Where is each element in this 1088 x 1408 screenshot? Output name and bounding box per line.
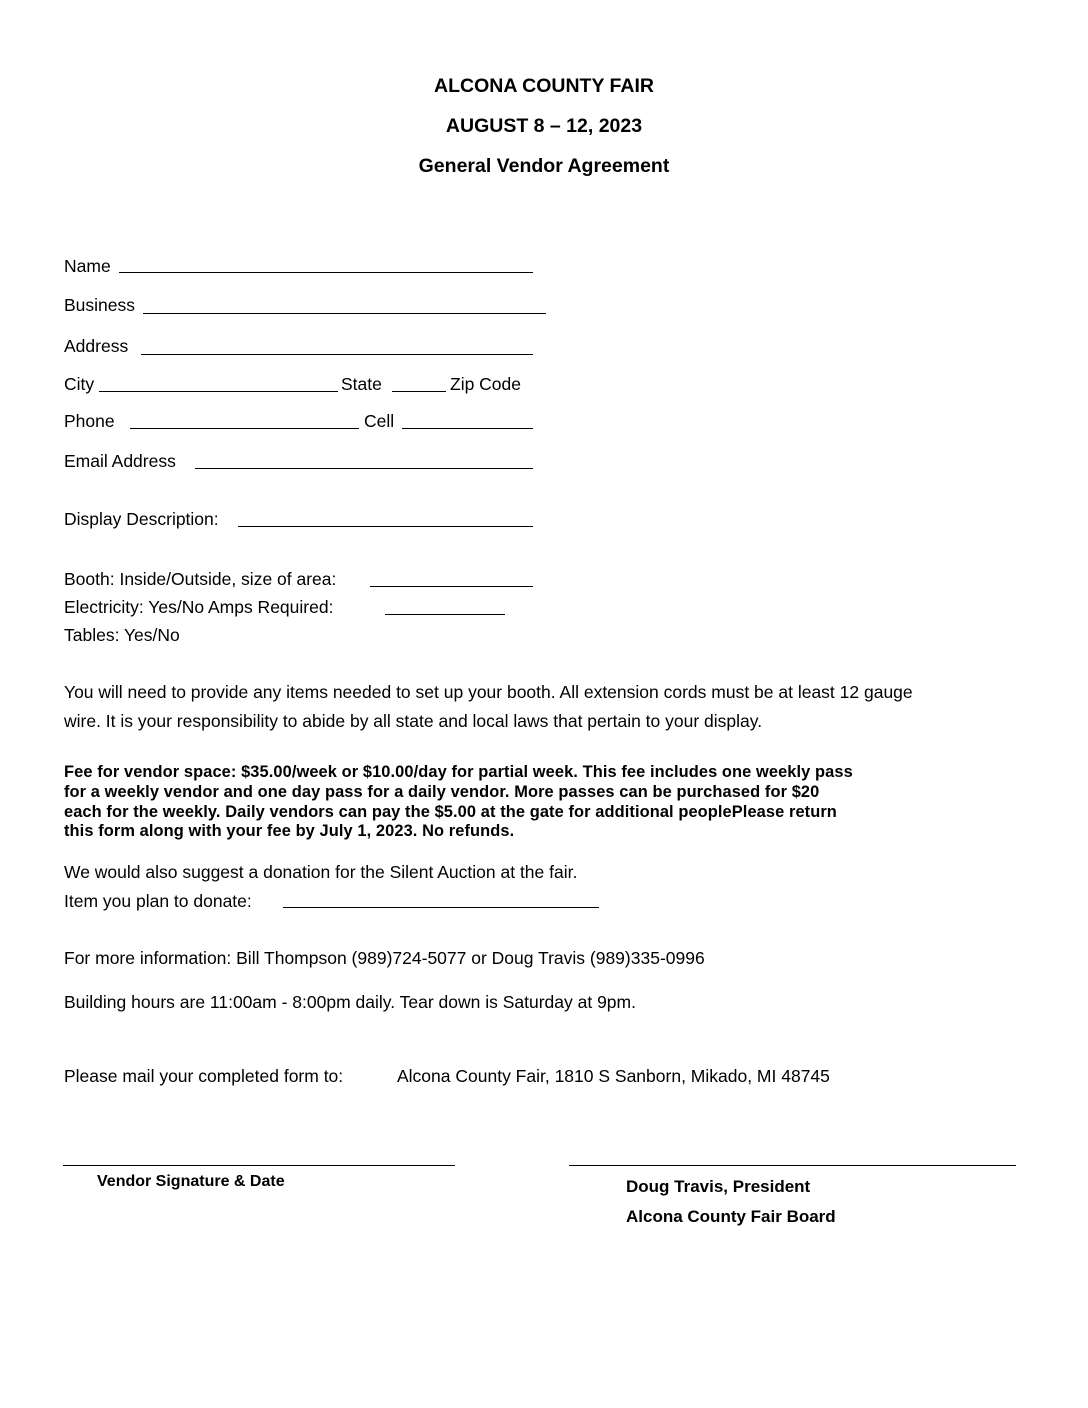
display-description-field[interactable] [238, 526, 533, 527]
fee-line-2: for a weekly vendor and one day pass for a daily vendor. More passes can be purchased for $20 [64, 782, 820, 801]
phone-label: Phone [64, 411, 115, 431]
booth-label: Booth: Inside/Outside, size of area: [64, 569, 337, 589]
state-field[interactable] [392, 391, 446, 392]
setup-instructions-line-1: You will need to provide any items needed to set up your booth. All extension cords must be at least 12 gauge [64, 682, 913, 702]
fee-line-3: each for the weekly. Daily vendors can pay the $5.00 at the gate for additional peoplePlease return [64, 802, 837, 821]
email-label: Email Address [64, 451, 176, 471]
document-subtitle: General Vendor Agreement [418, 155, 670, 177]
email-field[interactable] [195, 468, 533, 469]
name-label: Name [64, 256, 111, 276]
cell-label: Cell [364, 411, 395, 431]
display-description-label: Display Description: [64, 509, 219, 529]
president-name: Doug Travis, President [626, 1177, 811, 1196]
vendor-signature-label: Vendor Signature & Date [97, 1173, 285, 1190]
cell-field[interactable] [402, 428, 533, 429]
president-organization: Alcona County Fair Board [626, 1207, 836, 1226]
phone-field[interactable] [130, 428, 359, 429]
fee-paragraph [64, 763, 1034, 842]
amps-required-field[interactable] [385, 614, 505, 615]
donate-item-label: Item you plan to donate: [64, 891, 252, 911]
business-field[interactable] [143, 313, 546, 314]
mail-instructions-label: Please mail your completed form to: [64, 1066, 344, 1086]
building-hours: Building hours are 11:00am - 8:00pm daily. Tear down is Saturday at 9pm. [64, 992, 636, 1012]
fee-line-1: Fee for vendor space: $35.00/week or $10.00/day for partial week. This fee includes one weekly pass [64, 763, 853, 781]
donation-suggestion: We would also suggest a donation for the Silent Auction at the fair. [64, 862, 578, 882]
donate-item-field[interactable] [283, 907, 599, 908]
city-label: City [64, 374, 95, 394]
address-field[interactable] [141, 354, 533, 355]
vendor-signature-line[interactable] [63, 1165, 455, 1166]
document-title: ALCONA COUNTY FAIR [434, 75, 654, 97]
tables-label: Tables: Yes/No [64, 625, 180, 645]
city-field[interactable] [99, 391, 338, 392]
booth-size-field[interactable] [370, 586, 533, 587]
contact-info: For more information: Bill Thompson (989)724-5077 or Doug Travis (989)335-0996 [64, 948, 705, 968]
name-field[interactable] [119, 272, 533, 273]
setup-instructions-line-2: wire. It is your responsibility to abide by all state and local laws that pertain to your display. [64, 711, 763, 731]
business-label: Business [64, 295, 136, 315]
fee-line-4: this form along with your fee by July 1, 2023. No refunds. [64, 822, 515, 841]
president-signature-line [569, 1165, 1016, 1166]
event-dates: AUGUST 8 – 12, 2023 [445, 115, 643, 137]
mail-address: Alcona County Fair, 1810 S Sanborn, Mikado, MI 48745 [397, 1066, 830, 1086]
zip-code-label: Zip Code [450, 374, 522, 394]
state-label: State [341, 374, 382, 394]
electricity-label: Electricity: Yes/No Amps Required: [64, 597, 334, 617]
address-label: Address [64, 336, 129, 356]
